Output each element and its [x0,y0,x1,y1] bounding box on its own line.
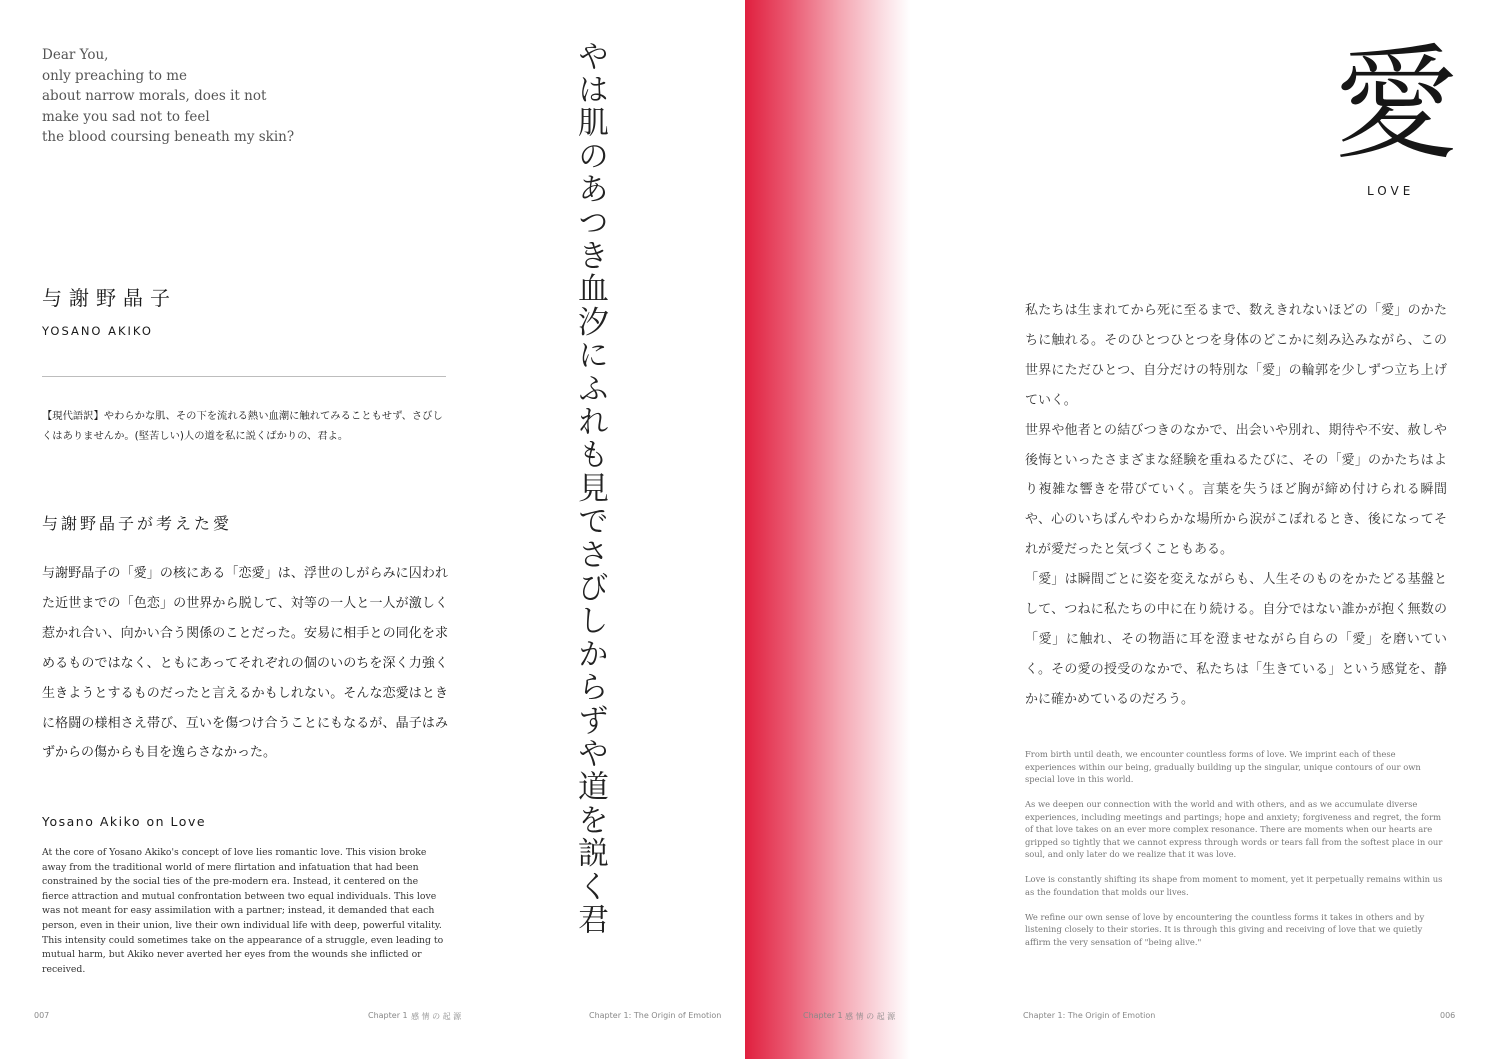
poem-line: the blood coursing beneath my skin? [42,129,295,145]
essay-paragraph: 世界や他者との結びつきのなかで、出会いや別れ、期待や不安、赦しや後悔といったさまざまな経験を重ねるたびに、その「愛」のかたちはより複雑な響きを帯びていく。言葉を失うほど胸が締め付けられる瞬間や、心のいちばんやわらかな場所から涙がこぼれるとき、後になってそれが愛だったと気づくこともある。 [1025,422,1447,558]
page-number: 007 [34,1011,50,1020]
essay-paragraph: From birth until death, we encounter countless forms of love. We imprint each of these experiences within our being, gradually building up the singular, unique contours of our own special love in this world. [1025,749,1421,784]
vertical-tanka: やは肌のあつき血汐にふれも見でさびしからずや道を説く君 [572,40,608,937]
modern-translation: 【現代語訳】やわらかな肌、その下を流れる熱い血潮に触れてみることもせず、さびしくはありませんか。(堅苦しい)人の道を私に説くばかりの、君よ。 [42,410,443,442]
right-page [745,0,1500,1059]
body-text-en: At the core of Yosano Akiko's concept of love lies romantic love. This vision broke away from the traditional world of mere flirtation and infatuation that had been constrained by the social ties of the pre-modern era. Instead, it centered on the fierce attraction and mutual confrontation between two equal individuals. This love was not meant for easy assimilation with a partner; instead, it demanded that each person, even in their union, live their own individual life with deep, powerful vitality. This intensity could sometimes take on the appearance of a struggle, even leading to mutual harm, but Akiko never averted her eyes from the wounds she inflicted or received. [42,847,444,975]
english-poem [42,45,294,148]
folio-chapter: Chapter 1 [368,1011,408,1020]
section-heading-en: Yosano Akiko on Love [42,814,207,829]
folio-chapter-title: Chapter 1: The Origin of Emotion [1023,1011,1156,1020]
folio-chapter-jp: 感 情 の 起 源 [411,1012,462,1021]
essay-jp [1025,296,1447,715]
poem-line: about narrow morals, does it not [42,88,267,104]
author-name-jp: 与謝野晶子 [42,286,177,310]
folio-chapter: Chapter 1 [803,1011,843,1020]
kanji-caption: LOVE [1367,184,1415,198]
author-name-en: YOSANO AKIKO [42,324,153,338]
divider [42,376,446,377]
essay-paragraph: As we deepen our connection with the world and with others, and as we accumulate diverse experiences, including meetings and partings; hope and anxiety; forgiveness and regret, the form of that love takes on an ever more complex resonance. There are moments when our hearts are gripped so tightly that we cannot express through words or tears fall from the softest place in our soul, and only later do we realize that it was love. [1025,799,1443,859]
poem-line: Dear You, [42,47,109,63]
poem-line: make you sad not to feel [42,108,210,125]
folio-chapter-title: Chapter 1: The Origin of Emotion [589,1011,722,1020]
folio-chapter-jp: 感 情 の 起 源 [845,1012,896,1021]
section-heading-jp: 与謝野晶子が考えた愛 [42,514,233,533]
essay-en [1025,748,1449,961]
essay-paragraph: Love is constantly shifting its shape from moment to moment, yet it perpetually remains within us as the foundation that molds our lives. [1025,874,1443,897]
essay-paragraph: 私たちは生まれてから死に至るまで、数えきれないほどの「愛」のかたちに触れる。そのひとつひとつを身体のどこかに刻み込みながら、この世界にただひとつ、自分だけの特別な「愛」の輪郭を少しずつ立ち上げていく。 [1025,303,1447,408]
essay-paragraph: We refine our own sense of love by encountering the countless forms it takes in others and by listening closely to their stories. It is through this giving and receiving of love that we quietly affirm the very sensation of "being alive." [1025,911,1425,947]
left-page [0,0,745,1059]
body-text-jp: 与謝野晶子の「愛」の核にある「恋愛」は、浮世のしがらみに囚われた近世までの「色恋」の世界から脱して、対等の一人と一人が激しく惹かれ合い、向かい合う関係のことだった。安易に相手との同化を求めるものではなく、ともにあってそれぞれの個のいのちを深く力強く生きようとするものだったと言えるかもしれない。そんな恋愛はときに格闘の様相さえ帯び、互いを傷つけ合うことにもなるが、晶子はみずからの傷からも目を逸らさなかった。 [42,566,448,761]
poem-line: only preaching to me [42,67,188,84]
essay-paragraph: 「愛」は瞬間ごとに姿を変えながらも、人生そのものをかたどる基盤として、つねに私たちの中に在り続ける。自分ではない誰かが抱く無数の「愛」に触れ、その物語に耳を澄ませながら自らの「愛」を磨いていく。その愛の授受のなかで、私たちは「生きている」という感覚を、静かに確かめているのだろう。 [1025,572,1447,707]
page-number: 006 [1440,1011,1456,1020]
kanji-love: 愛 [1334,33,1459,177]
